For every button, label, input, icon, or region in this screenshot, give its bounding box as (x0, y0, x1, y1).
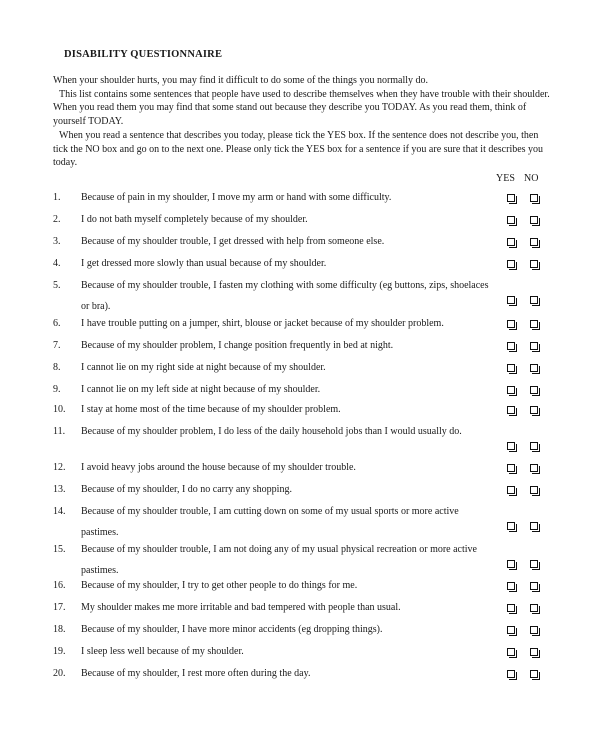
yes-checkbox[interactable] (507, 296, 515, 304)
page-title: DISABILITY QUESTIONNAIRE (64, 49, 223, 60)
yes-checkbox[interactable] (507, 342, 515, 350)
question-number: 13. (53, 484, 66, 495)
question-text: Because of my shoulder problem, I do less of the daily household jobs than I would usually do. (81, 426, 462, 437)
question-number: 11. (53, 426, 66, 437)
no-checkbox[interactable] (530, 604, 538, 612)
intro-paragraph: When you read a sentence that describes you today, please tick the YES box. If the sentence does not describe you, then tick the NO box and go on to the next one. Please only tick the YES box for a sentence if you are sure that it describes you today. (53, 129, 544, 169)
question-number: 17. (53, 602, 66, 613)
yes-checkbox[interactable] (507, 406, 515, 414)
question-number: 14. (53, 506, 66, 517)
yes-checkbox[interactable] (507, 260, 515, 268)
intro-line: When your shoulder hurts, you may find it difficult to do some of the things you normally do. (53, 75, 429, 86)
question-number: 3. (53, 236, 61, 247)
no-checkbox[interactable] (530, 386, 538, 394)
no-checkbox[interactable] (530, 670, 538, 678)
question-number: 6. (53, 318, 61, 329)
no-column-header: NO (524, 173, 539, 184)
instructions (53, 74, 553, 170)
no-checkbox[interactable] (530, 296, 538, 304)
yes-checkbox[interactable] (507, 320, 515, 328)
question-text: I do not bath myself completely because of my shoulder. (81, 214, 308, 225)
question-number: 7. (53, 340, 61, 351)
question-text: Because of my shoulder, I do no carry any shopping. (81, 484, 292, 495)
question-text: Because of my shoulder, I have more minor accidents (eg dropping things). (81, 624, 383, 635)
no-checkbox[interactable] (530, 582, 538, 590)
question-text: Because of my shoulder trouble, I am cutting down on some of my usual sports or more active pastimes. (81, 506, 459, 538)
yes-checkbox[interactable] (507, 194, 515, 202)
no-checkbox[interactable] (530, 342, 538, 350)
yes-checkbox[interactable] (507, 364, 515, 372)
intro-paragraph: This list contains some sentences that people have used to describe themselves when they have trouble with their shoulder. When you read them you may find that some stand out because they describe you TODAY. As you read them, think of yourself TODAY. (53, 88, 550, 128)
question-number: 18. (53, 624, 66, 635)
no-checkbox[interactable] (530, 238, 538, 246)
question-number: 8. (53, 362, 61, 373)
no-checkbox[interactable] (530, 522, 538, 530)
yes-checkbox[interactable] (507, 670, 515, 678)
yes-checkbox[interactable] (507, 216, 515, 224)
question-number: 20. (53, 668, 66, 679)
yes-checkbox[interactable] (507, 522, 515, 530)
question-text: I cannot lie on my left side at night because of my shoulder. (81, 384, 321, 395)
question-text: My shoulder makes me more irritable and bad tempered with people than usual. (81, 602, 401, 613)
question-text: I cannot lie on my right side at night because of my shoulder. (81, 362, 326, 373)
question-number: 12. (53, 462, 66, 473)
question-text: I avoid heavy jobs around the house because of my shoulder trouble. (81, 462, 356, 473)
no-checkbox[interactable] (530, 364, 538, 372)
question-number: 9. (53, 384, 61, 395)
question-number: 2. (53, 214, 61, 225)
question-text: I get dressed more slowly than usual because of my shoulder. (81, 258, 327, 269)
question-number: 10. (53, 404, 66, 415)
yes-checkbox[interactable] (507, 486, 515, 494)
no-checkbox[interactable] (530, 320, 538, 328)
yes-checkbox[interactable] (507, 560, 515, 568)
question-text: Because of my shoulder trouble, I fasten my clothing with some difficulty (eg buttons, zips, shoelaces or bra). (81, 280, 489, 312)
no-checkbox[interactable] (530, 194, 538, 202)
question-text: Because of my shoulder trouble, I am not doing any of my usual physical recreation or more active pastimes. (81, 544, 477, 576)
question-number: 16. (53, 580, 66, 591)
no-checkbox[interactable] (530, 560, 538, 568)
yes-column-header: YES (496, 173, 515, 184)
no-checkbox[interactable] (530, 464, 538, 472)
question-text: Because of my shoulder, I try to get other people to do things for me. (81, 580, 358, 591)
yes-checkbox[interactable] (507, 648, 515, 656)
question-text: Because of pain in my shoulder, I move my arm or hand with some difficulty. (81, 192, 392, 203)
no-checkbox[interactable] (530, 442, 538, 450)
no-checkbox[interactable] (530, 648, 538, 656)
question-text: Because of my shoulder trouble, I get dressed with help from someone else. (81, 236, 385, 247)
yes-checkbox[interactable] (507, 604, 515, 612)
question-text: I stay at home most of the time because of my shoulder problem. (81, 404, 341, 415)
no-checkbox[interactable] (530, 626, 538, 634)
question-number: 4. (53, 258, 61, 269)
yes-checkbox[interactable] (507, 386, 515, 394)
yes-checkbox[interactable] (507, 238, 515, 246)
question-number: 1. (53, 192, 61, 203)
no-checkbox[interactable] (530, 216, 538, 224)
yes-checkbox[interactable] (507, 626, 515, 634)
no-checkbox[interactable] (530, 406, 538, 414)
question-number: 15. (53, 544, 66, 555)
no-checkbox[interactable] (530, 260, 538, 268)
yes-checkbox[interactable] (507, 442, 515, 450)
question-text: Because of my shoulder problem, I change position frequently in bed at night. (81, 340, 394, 351)
yes-checkbox[interactable] (507, 582, 515, 590)
yes-checkbox[interactable] (507, 464, 515, 472)
question-text: I sleep less well because of my shoulder. (81, 646, 244, 657)
question-number: 19. (53, 646, 66, 657)
question-number: 5. (53, 280, 61, 291)
no-checkbox[interactable] (530, 486, 538, 494)
question-text: I have trouble putting on a jumper, shirt, blouse or jacket because of my shoulder problem. (81, 318, 444, 329)
question-text: Because of my shoulder, I rest more often during the day. (81, 668, 311, 679)
